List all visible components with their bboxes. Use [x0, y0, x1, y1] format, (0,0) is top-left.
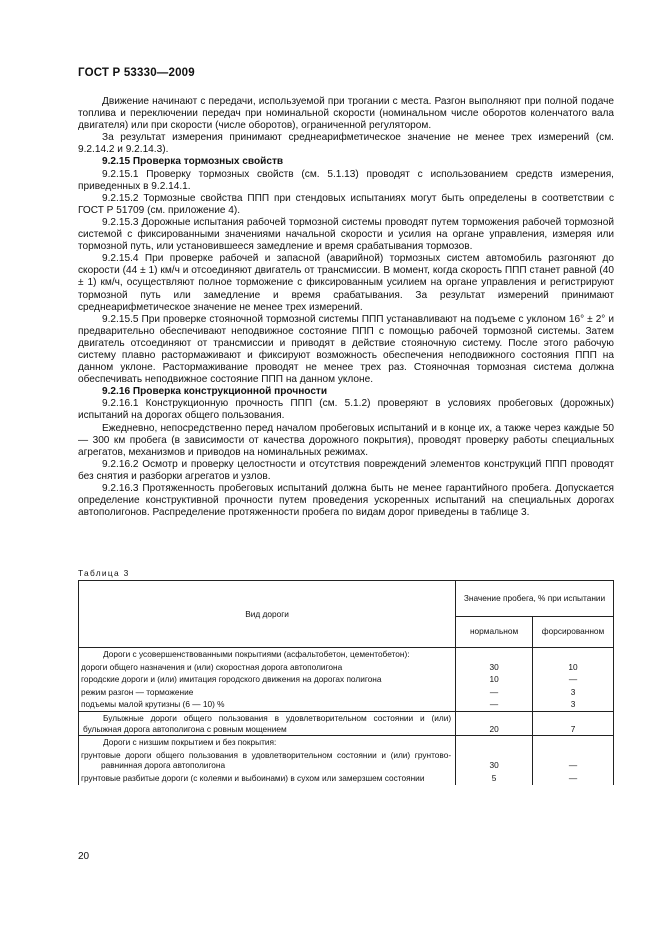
- table-row: [79, 661, 614, 674]
- paragraph: 9.2.16.1 Конструкционную прочность ППП (см. 5.1.2) проверяют в условиях пробеговых (дорожных) испытаний на дорогах общего пользования.: [78, 398, 614, 422]
- table-row: [79, 698, 614, 711]
- paragraph: 9.2.16.3 Протяженность пробеговых испытаний должна быть не менее гарантийного пробега. Допускается определение конструктивной прочности путем проведения ускоренных испытаний на специальных дорогах автополигонов. Распределение протяженности пробега по видам дорог приведены в таблице 3.: [78, 483, 614, 519]
- paragraph: 9.2.16.2 Осмотр и проверку целостности и отсутствия повреждений элементов конструкций ППП проводят без снятия и разборки агрегатов и узлов.: [78, 458, 614, 482]
- paragraph: Ежедневно, непосредственно перед началом пробеговых испытаний и в конце их, а также через каждые 50 — 300 км пробега (в зависимости от качества дорожного покрытия), проводят проверку работы специальных агрегатов, механизмов и приводов на номинальных режимах.: [78, 422, 614, 458]
- normal-value-cell: 20: [456, 711, 533, 735]
- paragraph: 9.2.15.5 При проверке стояночной тормозной системы ППП устанавливают на подъеме с уклоном 16° ± 2° и предварительно обеспечивают неподвижное состояние ППП с помощью рабочей тормозной системы. Затем двигатель отсоединяют от трансмиссии и приводят в действие стояночную систему. После этого рабочую систему плавно растормаживают и фиксируют возможность обеспечения неподвижного состояния ППП на данном уклоне. Растормаживание проводят не менее трех раз. Стояночная тормозная система должна обеспечивать неподвижное состояние ППП на данном уклоне.: [78, 313, 614, 386]
- forced-value-cell: —: [533, 673, 614, 686]
- table-row: [79, 673, 614, 686]
- forced-value-cell: 3: [533, 698, 614, 711]
- normal-value-cell: 10: [456, 673, 533, 686]
- paragraph: Движение начинают с передачи, используемой при трогании с места. Разгон выполняют при полной подаче топлива и переключении передач при номинальной скорости (номинальном числе оборотов коленчатого вала двигателя) или при скорости (числе оборотов), ограниченной регулятором.: [78, 96, 614, 132]
- forced-value-cell: —: [533, 772, 614, 785]
- table-row: [79, 736, 614, 749]
- normal-value-cell: [456, 736, 533, 749]
- column-header-normal: нормальном: [456, 616, 533, 647]
- table-row: [79, 749, 614, 772]
- road-distribution-table: [78, 580, 614, 785]
- document-header: ГОСТ Р 53330—2009: [78, 67, 195, 79]
- forced-value-cell: —: [533, 749, 614, 772]
- table-caption: Таблица 3: [78, 568, 130, 578]
- paragraph: 9.2.15.4 При проверке рабочей и запасной (аварийной) тормозных систем автомобиль разгоняют до скорости (44 ± 1) км/ч и отсоединяют двигатель от трансмиссии. В момент, когда скорость ППП станет равной (40 ± 1) км/ч, осуществляют полное торможение с фиксированным усилием на органе управления и регистрируют тормозной путь или замедление и время срабатывания. За результат измерений принимают среднеарифметическое значение не менее трех измерений.: [78, 253, 614, 313]
- normal-value-cell: 30: [456, 661, 533, 674]
- table-row: [79, 772, 614, 785]
- section-heading: 9.2.16 Проверка конструкционной прочности: [102, 386, 328, 398]
- table-row: [79, 711, 614, 735]
- road-type-cell: городские дороги и (или) имитация городского движения на дорогах полигона: [79, 673, 456, 686]
- normal-value-cell: 5: [456, 772, 533, 785]
- paragraph: За результат измерения принимают среднеарифметическое значение не менее трех измерений (см. 9.2.14.2 и 9.2.14.3).: [78, 132, 614, 156]
- normal-value-cell: —: [456, 698, 533, 711]
- road-type-cell: грунтовые дороги общего пользования в удовлетворительном состоянии и (или) грунтово-равнинная дорога автополигона: [79, 749, 456, 772]
- column-header-road-type: Вид дороги: [79, 581, 456, 648]
- forced-value-cell: 7: [533, 711, 614, 735]
- forced-value-cell: [533, 736, 614, 749]
- forced-value-cell: [533, 648, 614, 661]
- table-body: [79, 648, 614, 785]
- table-row: [79, 686, 614, 699]
- paragraph: 9.2.15.3 Дорожные испытания рабочей тормозной системы проводят путем торможения рабочей тормозной системой с фиксированными значениями начальной скорости и усилия на органе управления, измеряя или тормозной путь, или установившееся замедление и время срабатывания тормозов.: [78, 216, 614, 253]
- road-type-cell: режим разгон — торможение: [79, 686, 456, 699]
- forced-value-cell: 10: [533, 661, 614, 674]
- road-type-cell: Булыжные дороги общего пользования в удовлетворительном состоянии и (или) булыжная дорога автополигона с ровным мощением: [79, 711, 456, 735]
- normal-value-cell: [456, 648, 533, 661]
- paragraph: 9.2.15.1 Проверку тормозных свойств (см. 5.1.13) проводят с использованием средств измерения, приведенных в 9.2.14.1.: [78, 168, 614, 192]
- column-header-forced: форсированном: [533, 616, 614, 647]
- table-row: [79, 648, 614, 661]
- road-type-cell: грунтовые разбитые дороги (с колеями и выбоинами) в сухом или замерзшем состоянии: [79, 772, 456, 785]
- road-type-cell: подъемы малой крутизны (6 — 10) %: [79, 698, 456, 711]
- road-type-cell: Дороги с усовершенствованными покрытиями (асфальтобетон, цементобетон):: [79, 648, 456, 661]
- page-number: 20: [78, 851, 90, 862]
- road-type-cell: Дороги с низшим покрытием и без покрытия:: [79, 736, 456, 749]
- road-type-cell: дороги общего назначения и (или) скоростная дорога автополигона: [79, 661, 456, 674]
- column-header-mileage-value: Значение пробега, % при испытании: [456, 581, 614, 617]
- section-heading: 9.2.15 Проверка тормозных свойств: [102, 156, 284, 168]
- paragraph: 9.2.15.2 Тормозные свойства ППП при стендовых испытаниях могут быть определены в соответствии с ГОСТ Р 51709 (см. приложение 4).: [78, 192, 614, 216]
- forced-value-cell: 3: [533, 686, 614, 699]
- body-text: [78, 96, 614, 519]
- normal-value-cell: —: [456, 686, 533, 699]
- normal-value-cell: 30: [456, 749, 533, 772]
